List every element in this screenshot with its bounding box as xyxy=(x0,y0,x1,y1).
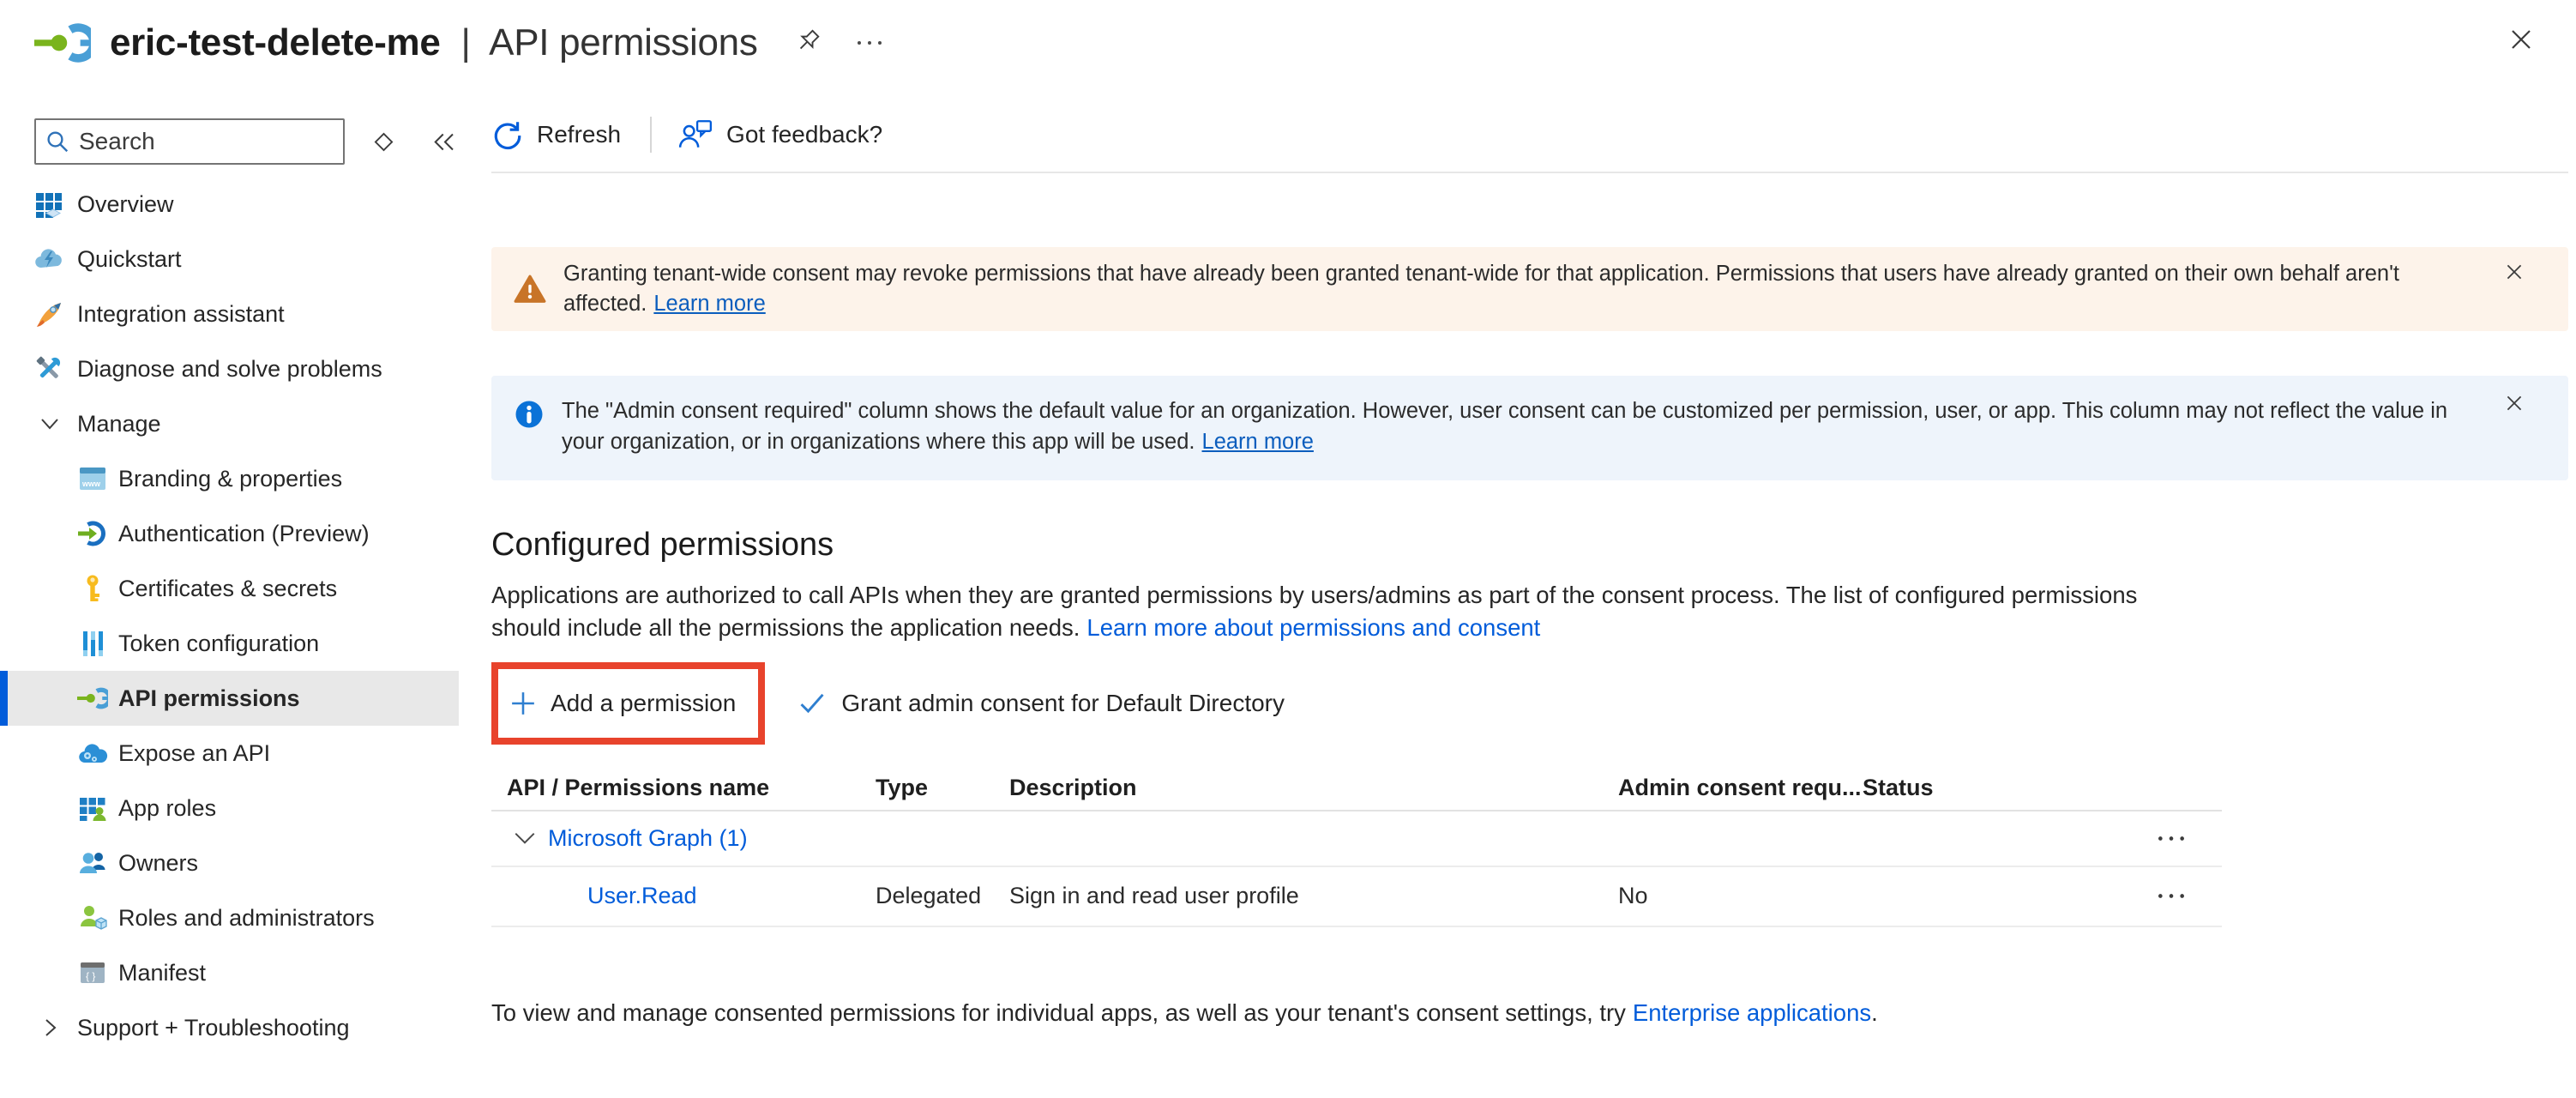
chevron-down-icon xyxy=(39,413,61,435)
command-bar-rule xyxy=(491,172,2568,173)
footer-suffix: . xyxy=(1871,998,1878,1026)
sidebar-item-integration-assistant[interactable] xyxy=(0,287,459,341)
command-bar xyxy=(491,117,2568,153)
sidebar-search-row xyxy=(0,118,459,165)
info-icon xyxy=(514,399,545,430)
overview-icon xyxy=(33,189,64,220)
annotation-highlight-box xyxy=(491,662,765,745)
search-box xyxy=(34,118,345,165)
row-actions-icon[interactable] xyxy=(2155,833,2188,844)
add-permission-button[interactable] xyxy=(498,669,758,738)
owners-icon xyxy=(77,848,108,878)
integration-assistant-icon xyxy=(33,299,64,329)
search-input[interactable] xyxy=(77,127,334,156)
sidebar-item-quickstart[interactable] xyxy=(0,232,459,287)
warning-learn-more-link[interactable]: Learn more xyxy=(653,292,766,317)
sidebar-section-label: Manage xyxy=(77,410,161,437)
pin-icon[interactable] xyxy=(794,28,823,57)
sidebar-item-manifest[interactable] xyxy=(0,945,459,1000)
command-bar-divider xyxy=(650,117,652,153)
info-text xyxy=(562,396,2474,456)
refresh-icon xyxy=(491,118,524,151)
refresh-label: Refresh xyxy=(537,121,622,148)
chevron-right-icon xyxy=(39,1017,61,1039)
permissions-consent-link[interactable]: Learn more about permissions and consent xyxy=(1086,613,1541,641)
description-text: Applications are authorized to call APIs when they are granted permissions by users/admins as part of the consent process. The list of configured permissions should include all the permissions the application needs. xyxy=(491,582,2138,641)
permissions-table xyxy=(491,767,2222,927)
quickstart-icon xyxy=(33,244,64,274)
certificates-key-icon xyxy=(77,573,108,604)
sidebar-item-label: Quickstart xyxy=(77,245,182,272)
roles-administrators-icon xyxy=(77,902,108,933)
column-description[interactable]: Description xyxy=(1009,775,1137,801)
blade-name: API permissions xyxy=(489,21,758,63)
sidebar-item-expose-an-api[interactable] xyxy=(0,726,459,781)
sidebar-item-api-permissions[interactable] xyxy=(0,671,459,726)
sidebar-item-label: API permissions xyxy=(118,685,300,711)
footer-text: To view and manage consented permissions for individual apps, as well as your tenant's consent settings, try xyxy=(491,998,1626,1026)
sidebar-section-support[interactable] xyxy=(0,1000,459,1055)
footer-note xyxy=(491,999,2568,1027)
grant-admin-consent-button[interactable] xyxy=(789,681,1293,726)
configured-permissions-description xyxy=(491,579,2194,643)
warning-text xyxy=(563,259,2474,319)
expose-api-icon xyxy=(77,738,108,769)
check-icon xyxy=(797,690,827,717)
close-blade-icon[interactable] xyxy=(2504,22,2538,57)
configured-permissions-title: Configured permissions xyxy=(491,527,834,564)
sidebar-item-label: Roles and administrators xyxy=(118,904,375,931)
sidebar-item-roles-administrators[interactable] xyxy=(0,890,459,945)
app-roles-icon xyxy=(77,793,108,824)
permission-admin-consent: No xyxy=(1618,883,1648,909)
column-api-permissions-name[interactable]: API / Permissions name xyxy=(507,775,770,801)
token-configuration-icon xyxy=(77,628,108,659)
row-actions-icon[interactable] xyxy=(2155,890,2188,902)
table-header-row xyxy=(491,767,2222,811)
column-status[interactable]: Status xyxy=(1863,775,1934,801)
manifest-icon xyxy=(77,957,108,988)
column-type[interactable]: Type xyxy=(876,775,929,801)
warning-banner xyxy=(491,247,2568,331)
permission-type: Delegated xyxy=(876,883,982,909)
info-learn-more-link[interactable]: Learn more xyxy=(1201,429,1314,454)
blade-content xyxy=(459,86,2576,1098)
more-options-icon[interactable] xyxy=(852,36,887,50)
sidebar-item-label: Certificates & secrets xyxy=(118,575,338,601)
sidebar-item-label: Token configuration xyxy=(118,630,320,656)
api-group-link[interactable]: Microsoft Graph (1) xyxy=(548,824,748,851)
warning-message: Granting tenant-wide consent may revoke permissions that have already been granted tenant-wide for that application. Permissions that users have already granted on their own behalf aren't affected. xyxy=(563,262,2400,317)
sidebar-item-label: Expose an API xyxy=(118,739,271,766)
diagnose-tools-icon xyxy=(33,353,64,384)
feedback-icon xyxy=(677,118,713,151)
authentication-icon xyxy=(77,518,108,549)
permissions-actions-row xyxy=(491,662,2568,745)
svg-text:{ }: { } xyxy=(86,970,96,982)
column-admin-consent-required[interactable]: Admin consent requ... xyxy=(1618,775,1862,801)
api-permissions-app-icon xyxy=(34,15,91,71)
sidebar-item-label: Integration assistant xyxy=(77,300,285,327)
sidebar-item-owners[interactable] xyxy=(0,836,459,890)
add-permission-label: Add a permission xyxy=(551,689,737,716)
expand-chevron-icon[interactable] xyxy=(512,825,538,851)
sidebar-item-overview[interactable] xyxy=(0,177,459,232)
sidebar-item-label: App roles xyxy=(118,794,217,821)
permission-link[interactable]: User.Read xyxy=(587,883,697,909)
sidebar-item-branding[interactable] xyxy=(0,451,459,506)
branding-icon xyxy=(77,463,108,494)
refresh-button[interactable] xyxy=(491,118,621,151)
feedback-label: Got feedback? xyxy=(726,121,883,148)
sidebar-section-manage[interactable] xyxy=(0,396,459,451)
sidebar-section-label: Support + Troubleshooting xyxy=(77,1014,350,1041)
info-close-icon[interactable] xyxy=(2503,392,2525,414)
sidebar xyxy=(0,86,459,1098)
sidebar-item-label: Overview xyxy=(77,190,174,217)
blade-header xyxy=(0,0,2576,86)
sidebar-item-label: Owners xyxy=(118,849,199,876)
api-permissions-icon xyxy=(77,683,108,714)
table-group-row xyxy=(491,811,2222,867)
title-separator: | xyxy=(460,21,471,63)
plus-icon xyxy=(510,691,536,716)
feedback-button[interactable] xyxy=(677,118,882,151)
sidebar-item-label: Authentication (Preview) xyxy=(118,520,370,546)
sidebar-item-diagnose[interactable] xyxy=(0,341,459,396)
search-icon xyxy=(45,129,70,154)
sidebar-nav xyxy=(0,177,459,1055)
sidebar-item-label: Manifest xyxy=(118,959,207,986)
sidebar-item-app-roles[interactable] xyxy=(0,781,459,836)
grant-admin-consent-label: Grant admin consent for Default Directory xyxy=(841,689,1285,716)
warning-icon xyxy=(514,273,546,305)
sidebar-item-certificates[interactable] xyxy=(0,561,459,616)
app-name: eric-test-delete-me xyxy=(110,21,441,63)
warning-close-icon[interactable] xyxy=(2503,261,2525,283)
sidebar-item-authentication[interactable] xyxy=(0,506,459,561)
diamond-toggle-icon[interactable] xyxy=(372,130,395,154)
svg-text:www: www xyxy=(82,480,101,488)
collapse-menu-icon[interactable] xyxy=(431,130,459,154)
enterprise-applications-link[interactable]: Enterprise applications xyxy=(1632,998,1872,1026)
table-row xyxy=(491,867,2222,927)
sidebar-item-label: Branding & properties xyxy=(118,465,343,492)
permission-description: Sign in and read user profile xyxy=(1009,883,1299,909)
sidebar-item-label: Diagnose and solve problems xyxy=(77,355,382,382)
page-title xyxy=(110,21,758,64)
info-message: The "Admin consent required" column shows the default value for an organization. However, user consent can be customized per permission, user, or app. This column may not reflect the value in your organization, or in organizations where this app will be used. xyxy=(562,399,2448,454)
sidebar-item-token-configuration[interactable] xyxy=(0,616,459,671)
info-banner xyxy=(491,376,2568,480)
